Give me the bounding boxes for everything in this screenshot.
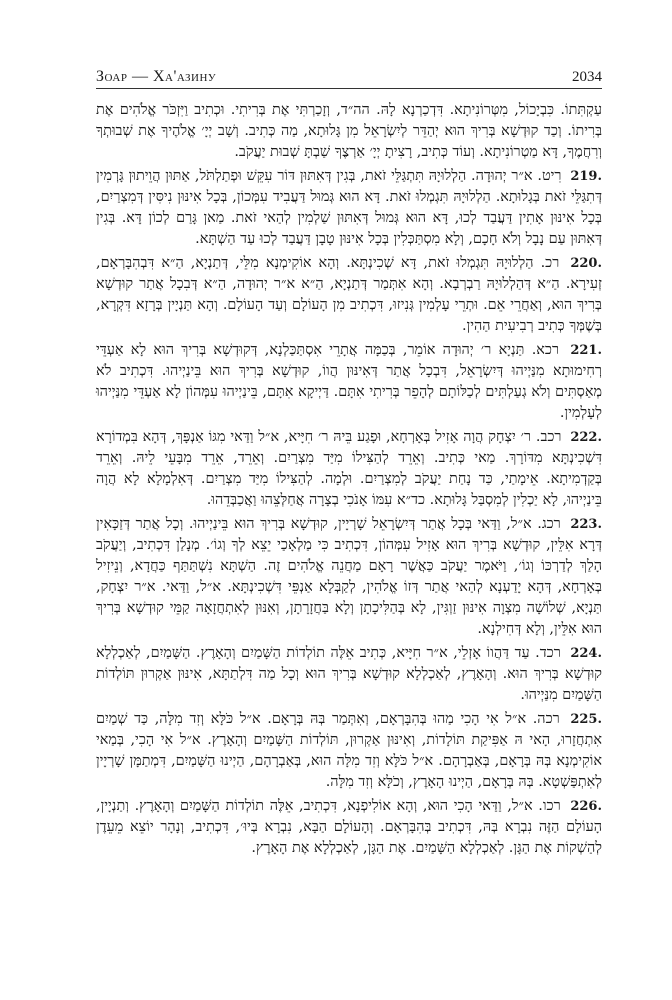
- paragraph-226: [96, 796, 602, 859]
- paragraph-text: רכ. הַלְלוּיָהּ תִּגְמְלוּ זֹאת, דָּא שְׁכִינְתָּא. וְהָא אוֹקִימְנָא מִלֵּי, דְּתַנְיָא, הַ״א דִּבְהִבָּרְאָם, זְעִירָא. הַ״א דְּהַלְלוּיָהּ רַבְרְבָא. וְהָא אִתְּמַר דְּתַנְיָא, הַ״א א״ר יְהוּדָה, הַ״א דְּבִכָל אֲתַר קוּדְשָׁא בְּרִיךְ הוּא, וְאַחֲרֵי אֵם. וּתְרֵי עָלְמִין גְּנִיזוּ, דִּכְתִיב מִן הָעוֹלָם וְעַד הָעוֹלָם. וְהָא תַּנְיָין בְּרָזָא דִּקְרָא, בְּשֶׁמְּךָ כְּתִיב רְבִיעִית הַהִין.: [96, 255, 602, 334]
- paragraph-number: 223.: [570, 517, 602, 532]
- paragraph-222: [96, 427, 602, 511]
- paragraph-0: [96, 100, 602, 163]
- paragraph-224: [96, 643, 602, 706]
- running-header: [96, 58, 602, 86]
- paragraph-number: 220.: [570, 256, 603, 271]
- body-text: [96, 100, 602, 960]
- paragraph-text: עַקְתִּתוֹ. כִּבְיָכוֹל, מִטְּרוֹנִיתָא. דִּדְכַרְנָא לָהּ. הה״ד, וְזָכַרְתִּי אֶת בְּרִיתִי. וּכְתִיב וַיִּזְכֹּר אֱלֹהִים אֶת בְּרִיתוֹ. וְכַד קוּדְשָׁא בְּרִיךְ הוּא יְהַדֵּר לְיִשְׂרָאֵל מִן גָּלוּתָא, מַה כְּתִיב. וְשָׁב יְיָ׳ אֱלֹהֶיךָ אֶת שְׁבוּתְךָ וְרִחֲמֶךָ, דָּא מַטְרוֹנִיתָא. וְעוֹד כְּתִיב, רָצִיתָ יְיָ׳ אַרְצֶךָ שַׁבְתָּ שְׁבוּת יַעֲקֹב.: [96, 102, 602, 160]
- paragraph-text: רכב. ר׳ יִצְחָק הֲוָה אָזִיל בְּאָרְחָא, וּפָגַע בֵּיהּ ר׳ חִיָּיא, א״ל וַדַּאי מִגּוֹ אַנְפָּךְ, דְּהָא בִּמְדוֹרָא דִּשְׁכִינְתָּא מִדּוֹרָךְ. מַאי כְּתִיב. וְאֵרֵד לְהַצִּילוֹ מִיַּד מִצְרַיִם. וְאֵרֵד, אֵרֵד מִבָּעֵי לֵיהּ. וְאֵרֵד בְּקַדְמִיתָא. אֵימָתַי, כַּד נָחַת יַעֲקֹב לְמִצְרַיִם. וּלְמָה. לְהַצִּילוֹ מִיַּד מִצְרַיִם. דְּאִלְמָלָא לָא הֲוָה בֵּינַיְיהוּ, לָא יַכְלִין לְמִסְבַּל גָּלוּתָא. כד״א עִמּוֹ אָנֹכִי בְצָרָה אֲחַלְּצֵהוּ וַאֲכַבְּדֵהוּ.: [96, 429, 602, 508]
- paragraph-225: [96, 709, 602, 793]
- paragraph-number: 225.: [570, 712, 603, 727]
- running-title: Зоар — Ха'азину: [96, 68, 217, 85]
- paragraph-text: רכג. א״ל, וַדַּאי בְּכָל אֲתַר דְּיִשְׂרָאֵל שָׁרְיָין, קוּדְשָׁא בְּרִיךְ הוּא בֵּינַיְיהוּ. וְכָל אֲתַר דְּזַכָּאִין דְּרָא אִלֵּין, קוּדְשָׁא בְּרִיךְ הוּא אָזִיל עִמְּהוֹן, דִּכְתִיב כִּי מַלְאָכַי יֵצֵא לְךָ וְגוֹ׳. מְנָלַן דִּכְתִיב, וְיַעֲקֹב הָלַךְ לְדַרְכּוֹ וְגוֹ׳, וַיֹּאמֶר יַעֲקֹב כַּאֲשֶׁר רָאָם מַחֲנֵה אֱלֹהִים זֶה. הַשְׁתָּא נִשְׁתַּתַּף כַּחֲדָא, וְנֵיזִיל בְּאָרְחָא, דְּהָא יָדַעְנָא לְהַאי אֲתַר דְּזוֹ אֱלֹהִין, לְקַבְּלָא אַנְפֵּי דִּשְׁכִינְתָּא. א״ל, וַדַּאי. א״ר יִצְחָק, תַּנְיָא, שְׁלוֹשָׁה מִצְוָה אִינּוּן זַוְגִּין, לָא בְּהַלִּיכָתָן וְלָא בַּחֲזָרָתָן, וְאִנּוּן לְאִתְחֲזָאָה קַמֵּי קוּדְשָׁא בְּרִיךְ הוּא אִלֵּין, וְלָא דְּחִילְנָא.: [96, 516, 602, 637]
- paragraph-number: 219.: [570, 169, 602, 184]
- paragraph-text: רכא. תַּנְיָא ר׳ יְהוּדָה אוֹמֵר, בְּכַמָּה אֲתָרֵי אִסְתַּכַּלְנָא, דְּקוּדְשָׁא בְּרִיךְ הוּא לָא אַעְדֵּי רְחִימוּתָא מִנַּיְיהוּ דְּיִשְׂרָאֵל, דִּבְכָל אֲתַר דְּאִינּוּן הֲווֹ, קוּדְשָׁא בְּרִיךְ הוּא בֵּינַיְיהוּ. דִּכְתִיב לֹא מְאַסְתִּים וְלֹא גְעַלְתִּים לְכַלּוֹתָם לְהָפֵר בְּרִיתִי אִתָּם. דַּיְיקָא אִתָּם, בֵּינַיְיהוּ עִמְּהוֹן לָא אַעְדֵּי מִנַּיְיהוּ לְעָלְמִין.: [96, 342, 602, 421]
- paragraph-text: רכו. א״ל, וַדַּאי הָכִי הוּא, וְהָא אוֹלִיפְנָא, דִּכְתִיב, אֵלֶּה תוֹלְדוֹת הַשָּׁמַיִם וְהָאָרֶץ. וְתַנְיָין, הָעוֹלָם הַזֶּה נִבְרָא בְּהּ, דִּכְתִיב בְּהִבָּרְאָם. וְהָעוֹלָם הַבָּא, נִבְרָא בְּיוּ׳, דִּכְתִיב, וְנָהָר יוֹצֵא מֵעֵדֶן לְהַשְׁקוֹת אֶת הַגָּן. לְאַכְלְלָא הַשָּׁמַיִם. אֶת הַגָּן, לְאַכְלְלָא אֶת הָאָרֶץ.: [96, 798, 602, 856]
- paragraph-221: [96, 340, 602, 424]
- paragraph-220: [96, 253, 602, 337]
- paragraph-text: רכד. עַד דַּהֲווֹ אָזְלֵי, א״ר חִיָּיא, כְּתִיב אֵלֶּה תוֹלְדוֹת הַשָּׁמַיִם וְהָאָרֶץ. הַשָּׁמַיִם, לְאַכְלְלָא קוּדְשָׁא בְּרִיךְ הוּא. וְהָאָרֶץ, לְאַכְלְלָא קוּדְשָׁא בְּרִיךְ הוּא וְכָל מַה דִּלְתַתָּא, אִינּוּן אַקְרוּן תּוֹלְדוֹת הַשָּׁמַיִם מִנַּיְיהוּ.: [96, 645, 602, 703]
- paragraph-223: [96, 514, 602, 640]
- paragraph-text: רכה. א״ל אִי הָכִי מַהוּ בְּהִבָּרְאָם, וְאִתְּמַר בְּהּ בְּרָאָם. א״ל כֹּלָּא וְזִד מִלָּה, כַּד שְׁמַיִם אִתְחֲזָרוּ, הָאי הּ אַפִּיקַת תּוֹלָדוֹת, וְאִינּוּן אַקְרוּן, תּוֹלְדוֹת הַשָּׁמַיִם וְהָאָרֶץ. א״ל אִי הָכִי, בְּמַאי אוֹקִימְנָא בְּהּ בְּרָאָם, בְּאַבְרָהָם. א״ל כֹּלָּא וְזִד מִלָּה הוּא, בְּאַבְרָהָם, הַיְינוּ הַשָּׁמַיִם, דִּמְתַמָּן שָׁרְיָין לְאִתְפַּשְׁטָא. בְּהּ בְּרָאָם, הַיְינוּ הָאָרֶץ, וְכֹלָּא וְזִד מִלָּה.: [96, 711, 602, 790]
- paragraph-number: 221.: [570, 343, 602, 358]
- paragraph-number: 226.: [570, 799, 603, 814]
- paragraph-219: [96, 166, 602, 250]
- paragraph-number: 224.: [570, 646, 602, 661]
- header-divider: [96, 88, 602, 89]
- paragraph-text: רִיט. א״ר יְהוּדָה. הַלְלוּיָהּ תִּתְגַּלֵּי זֹאת, בְּגִין דְּאִתּוּן דּוֹר עִקֵּשׁ וּפְתַלְתֹּל, אַתּוּן הֲוֵיתוּן גָּרְמִין דְּתִגַּלֵּי זֹאת בְּגָלוּתָא. הַלְלוּיָהּ תִּגְמְלוּ זֹאת. דָּא הוּא גְּמוּל דַּעֲבִיד עִמְּכוֹן, בְּכָל אִינּוּן נִיסִּין דְּמִצְרַיִם, בְּכָל אִינּוּן אָתִין דַּעֲבַד לְכוּ, דָּא הוּא גְּמוּל דְּאִתּוּן שַׁלְמִין לְהַאי זֹאת. מַאן גָּרַם לְכוֹן דָּא. בְּגִין דְּאִתּוּן עַם נָבָל וְלֹא חָכָם, וְלָא מִסְתַּכְּלִין בְּכָל אִינּוּן טָבָן דַּעֲבַד לְכוּ עַד הַשְׁתָּא.: [96, 168, 602, 247]
- page-number: 2034: [572, 69, 602, 85]
- paragraph-number: 222.: [570, 430, 603, 445]
